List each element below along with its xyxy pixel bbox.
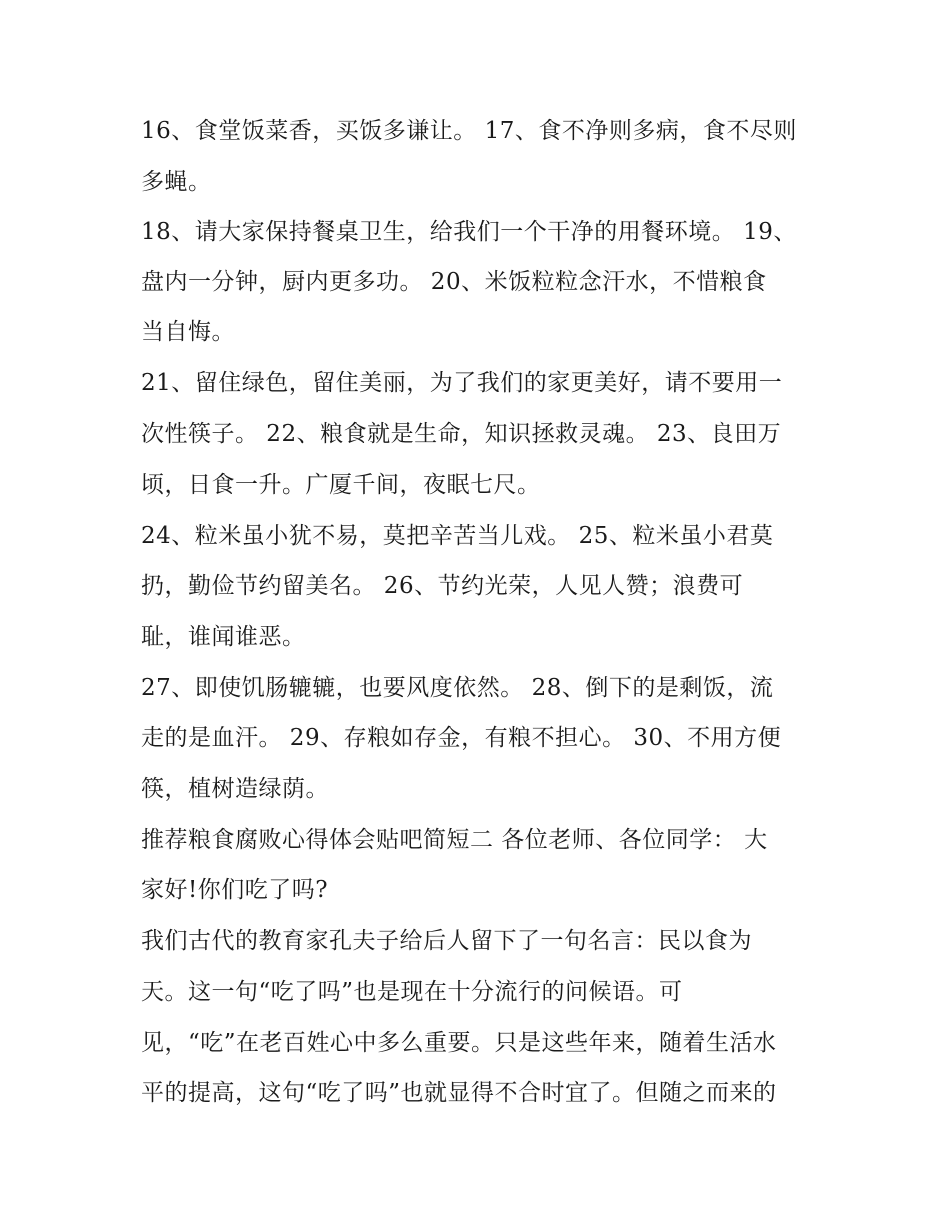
text-line: 27、即使饥肠辘辘，也要风度依然。 28、倒下的是剩饭，流 [141, 675, 774, 701]
text-line: 见，“吃”在老百姓心中多么重要。只是这些年来，随着生活水 [141, 1030, 777, 1056]
text-line: 推荐粮食腐败心得体会贴吧简短二 各位老师、各位同学： 大 [141, 827, 768, 853]
text-line: 耻，谁闻谁恶。 [141, 624, 306, 650]
text-line: 21、留住绿色，留住美丽，为了我们的家更美好，请不要用一 [141, 370, 783, 396]
text-line: 盘内一分钟，厨内更多功。 20、米饭粒粒念汗水，不惜粮食 [141, 269, 767, 295]
text-line: 筷，植树造绿荫。 [141, 776, 329, 802]
text-line: 平的提高，这句“吃了吗”也就显得不合时宜了。但随之而来的 [141, 1080, 777, 1106]
text-line: 扔，勤俭节约留美名。 26、节约光荣，人见人赞；浪费可 [141, 573, 744, 599]
text-line: 当自悔。 [141, 319, 235, 345]
text-line: 顷，日食一升。广厦千间，夜眠七尺。 [141, 472, 541, 498]
text-line: 多蝇。 [141, 169, 212, 195]
text-line: 次性筷子。 22、粮食就是生命，知识拯救灵魂。 23、良田万 [141, 421, 782, 447]
text-line: 家好!你们吃了吗? [141, 877, 329, 903]
text-line: 我们古代的教育家孔夫子给后人留下了一句名言：民以食为 [141, 928, 752, 954]
text-line: 18、请大家保持餐桌卫生，给我们一个干净的用餐环境。 19、 [141, 219, 797, 245]
text-line: 24、粒米虽小犹不易，莫把辛苦当儿戏。 25、粒米虽小君莫 [141, 523, 774, 549]
text-line: 16、食堂饭菜香，买饭多谦让。 17、食不净则多病，食不尽则 [141, 118, 797, 144]
text-line: 走的是血汗。 29、存粮如存金，有粮不担心。 30、不用方便 [141, 725, 782, 751]
text-line: 天。这一句“吃了吗”也是现在十分流行的问候语。可 [141, 979, 683, 1005]
